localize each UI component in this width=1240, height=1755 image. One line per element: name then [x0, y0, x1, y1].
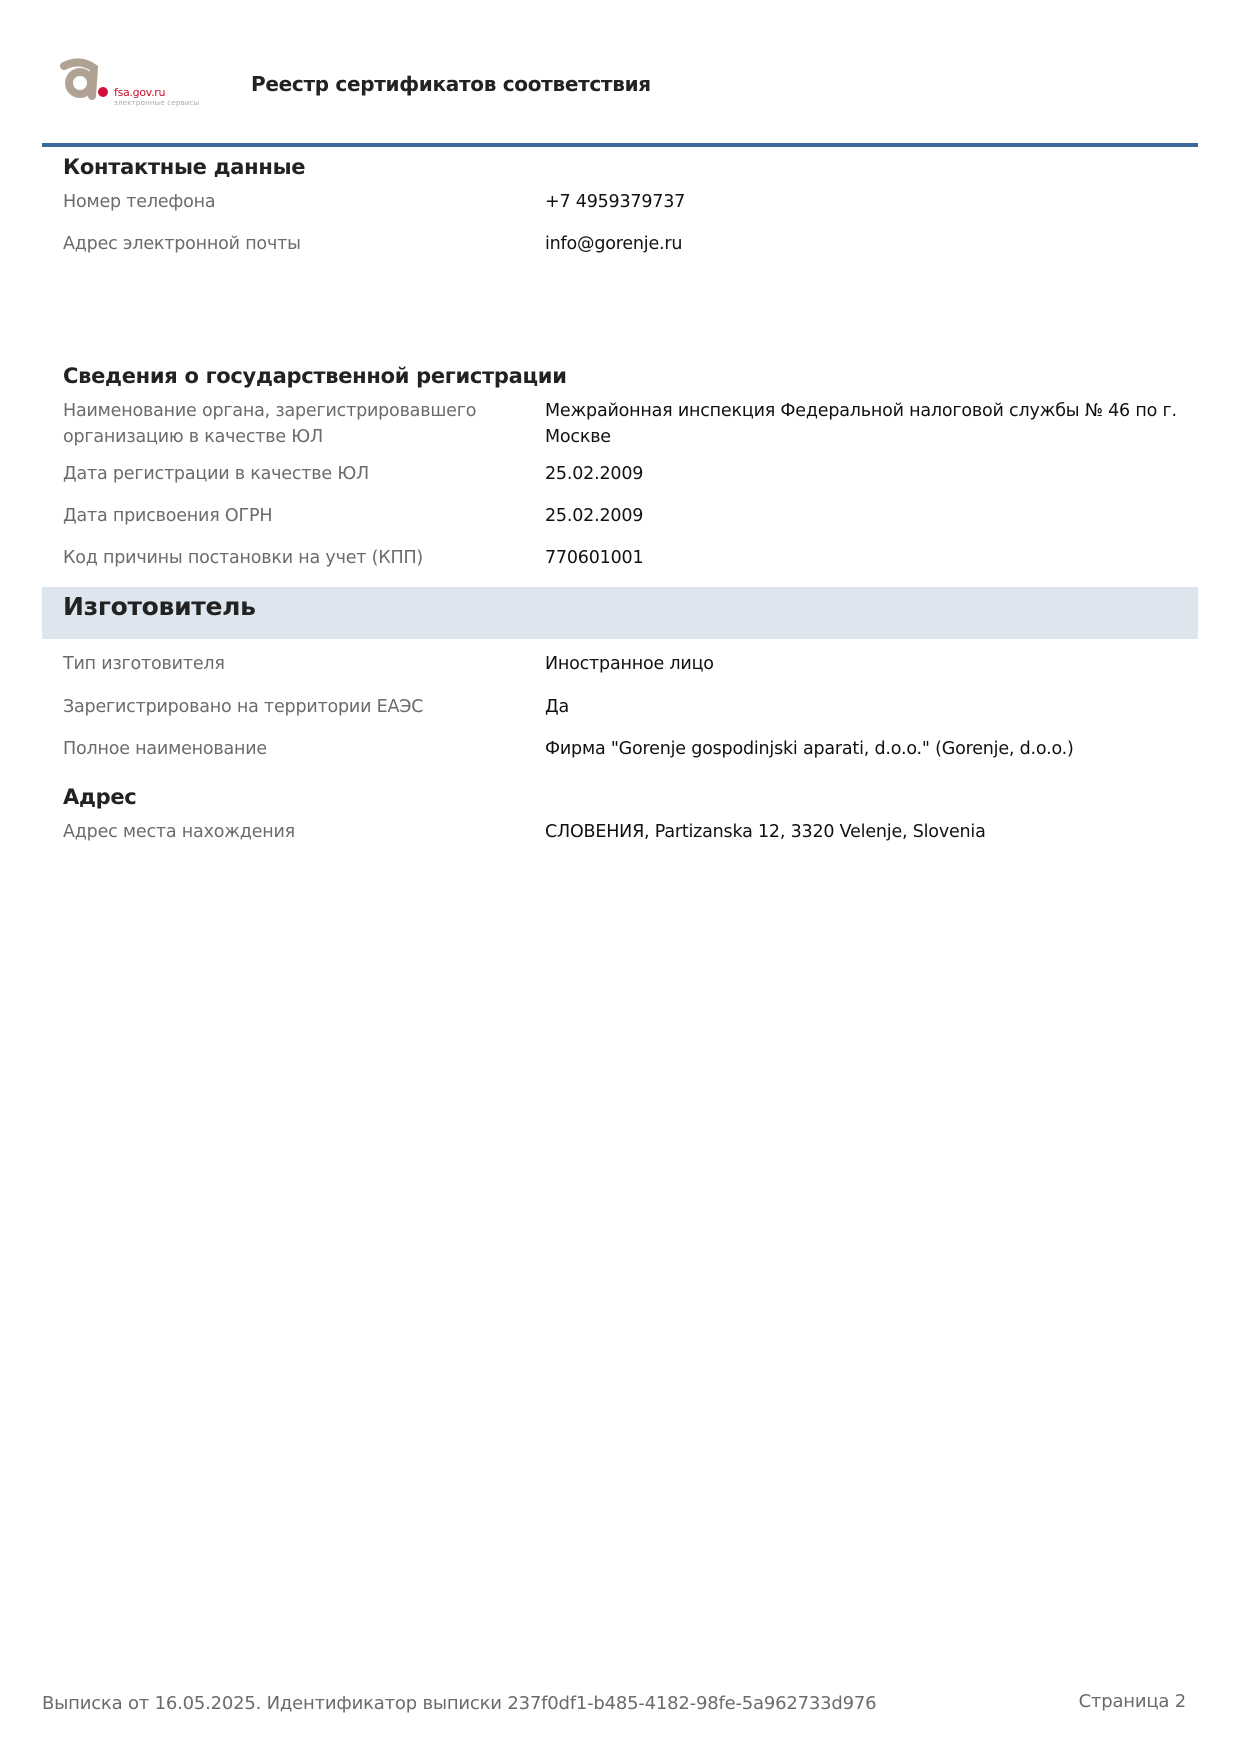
kpp-value: 770601001: [545, 548, 644, 568]
manufacturer-type-value: Иностранное лицо: [545, 654, 714, 674]
manufacturer-type-label: Тип изготовителя: [63, 654, 225, 674]
reg-date-label: Дата регистрации в качестве ЮЛ: [63, 464, 369, 484]
ogrn-date-label: Дата присвоения ОГРН: [63, 506, 273, 526]
section-title-manufacturer: Изготовитель: [63, 592, 256, 621]
phone-value: +7 4959379737: [545, 192, 686, 212]
reg-date-value: 25.02.2009: [545, 464, 644, 484]
location-value: СЛОВЕНИЯ, Partizanska 12, 3320 Velenje, Slovenia: [545, 822, 986, 842]
authority-value: Межрайонная инспекция Федеральной налоговой службы № 46 по г. Москве: [545, 401, 1177, 447]
kpp-label: Код причины постановки на учет (КПП): [63, 548, 424, 568]
page-title: Реестр сертификатов соответствия: [251, 72, 651, 96]
page-number: Страница 2: [1078, 1691, 1186, 1712]
email-label: Адрес электронной почты: [63, 234, 301, 254]
logo-text: fsa.gov.ru: [114, 86, 166, 99]
section-title-address: Адрес: [63, 785, 137, 809]
header-divider: [42, 143, 1198, 147]
section-title-registration: Сведения о государственной регистрации: [63, 364, 567, 388]
eaeu-label: Зарегистрировано на территории ЕАЭС: [63, 697, 424, 717]
fullname-value: Фирма "Gorenje gospodinjski aparati, d.o.o." (Gorenje, d.o.o.): [545, 739, 1074, 759]
authority-label: Наименование органа, зарегистрировавшего организацию в качестве ЮЛ: [63, 401, 477, 447]
email-value: info@gorenje.ru: [545, 234, 683, 254]
manufacturer-band: [42, 587, 1198, 639]
section-title-contacts: Контактные данные: [63, 155, 306, 179]
logo-subtext: электронные сервисы: [114, 99, 200, 107]
fullname-label: Полное наименование: [63, 739, 268, 759]
location-label: Адрес места нахождения: [63, 822, 296, 842]
phone-label: Номер телефона: [63, 192, 216, 212]
ogrn-date-value: 25.02.2009: [545, 506, 644, 526]
footer-extract-info: Выписка от 16.05.2025. Идентификатор выписки 237f0df1-b485-4182-98fe-5a962733d976: [42, 1693, 877, 1714]
eaeu-value: Да: [545, 697, 569, 717]
